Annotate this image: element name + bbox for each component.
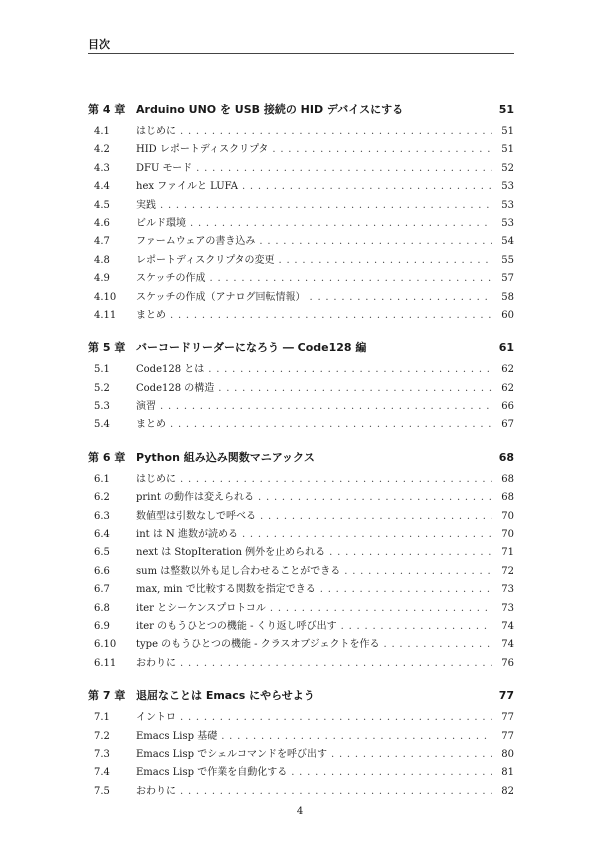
section-title: DFU モード (136, 162, 193, 174)
toc-entry[interactable] (88, 708, 514, 726)
section-number: 6.5 (94, 547, 110, 559)
section-number: 4.3 (94, 162, 110, 174)
section-page: 74 (501, 639, 514, 651)
chapter-title: バーコードリーダーになろう ― Code128 編 (136, 341, 367, 355)
dot-leader (218, 383, 492, 394)
section-number: 4.6 (94, 217, 110, 229)
dot-leader (272, 144, 492, 155)
chapter-heading[interactable] (88, 101, 514, 119)
section-page: 70 (501, 529, 514, 541)
chapter-page: 61 (498, 341, 514, 355)
section-title: Emacs Lisp で作業を自動化する (136, 767, 288, 779)
section-page: 67 (501, 419, 514, 431)
chapter-heading[interactable] (88, 339, 514, 357)
section-number: 7.1 (94, 712, 110, 724)
dot-leader (180, 786, 492, 797)
section-number: 7.5 (94, 785, 110, 797)
toc-entry[interactable] (88, 470, 514, 488)
section-title: next は StopIteration 例外を止められる (136, 547, 326, 559)
section-title: おわりに (136, 785, 176, 797)
toc-entry[interactable] (88, 654, 514, 672)
section-title: max, min で比較する関数を指定できる (136, 584, 316, 596)
section-page: 76 (501, 657, 514, 669)
section-number: 6.11 (94, 657, 117, 669)
running-head: 目次 (88, 38, 110, 51)
section-number: 5.3 (94, 401, 110, 413)
section-number: 4.9 (94, 273, 110, 285)
toc-entry[interactable] (88, 196, 514, 214)
dot-leader (310, 292, 493, 303)
dot-leader (320, 584, 492, 595)
dot-leader (260, 511, 492, 522)
section-number: 7.4 (94, 767, 110, 779)
chapter-heading[interactable] (88, 687, 514, 705)
section-number: 4.8 (94, 254, 110, 266)
section-page: 51 (501, 144, 514, 156)
toc-entry[interactable] (88, 269, 514, 287)
section-page: 73 (501, 602, 514, 614)
chapter-label: 第 4 章 (88, 103, 126, 116)
dot-leader (160, 401, 492, 412)
dot-leader (221, 731, 492, 742)
section-title: HID レポートディスクリプタ (136, 144, 269, 156)
section-number: 4.4 (94, 181, 110, 193)
toc-entry[interactable] (88, 782, 514, 800)
dot-leader (180, 126, 492, 137)
toc-entry[interactable] (88, 617, 514, 635)
toc-entry[interactable] (88, 745, 514, 763)
toc-chapter (88, 449, 514, 672)
section-page: 58 (501, 291, 514, 303)
section-page: 74 (501, 620, 514, 632)
section-page: 68 (501, 473, 514, 485)
toc-entry[interactable] (88, 140, 514, 158)
section-number: 4.2 (94, 144, 110, 156)
section-title: おわりに (136, 657, 176, 669)
section-page: 55 (501, 254, 514, 266)
toc-entry[interactable] (88, 360, 514, 378)
toc-entry[interactable] (88, 306, 514, 324)
toc-entry[interactable] (88, 635, 514, 653)
toc-entry[interactable] (88, 488, 514, 506)
toc-chapter (88, 687, 514, 800)
section-title: Emacs Lisp でシェルコマンドを呼び出す (136, 748, 328, 760)
dot-leader (210, 273, 493, 284)
section-title: はじめに (136, 126, 176, 137)
section-title: print の動作は変えられる (136, 492, 255, 504)
section-title: はじめに (136, 473, 176, 485)
toc-entry[interactable] (88, 562, 514, 580)
toc-entry[interactable] (88, 159, 514, 177)
toc-entry[interactable] (88, 232, 514, 250)
toc-entry[interactable] (88, 507, 514, 525)
toc-entry[interactable] (88, 379, 514, 397)
section-page: 54 (501, 236, 514, 248)
section-page: 60 (501, 309, 514, 321)
dot-leader (180, 474, 492, 485)
section-number: 4.7 (94, 236, 110, 248)
section-title: Code128 の構造 (136, 382, 215, 394)
chapter-title: Arduino UNO を USB 接続の HID デバイスにする (136, 103, 404, 116)
section-page: 62 (501, 364, 514, 376)
section-page: 80 (501, 748, 514, 760)
section-page: 82 (501, 785, 514, 797)
toc-entry[interactable] (88, 251, 514, 269)
section-number: 6.1 (94, 473, 110, 485)
section-title: Code128 とは (136, 364, 205, 376)
chapter-heading[interactable] (88, 449, 514, 467)
section-number: 6.9 (94, 620, 110, 632)
section-title: ファームウェアの書き込み (136, 236, 256, 248)
dot-leader (259, 236, 492, 247)
chapter-page: 68 (498, 450, 514, 464)
section-page: 72 (501, 565, 514, 577)
section-page: 53 (501, 199, 514, 211)
header-rule (88, 53, 514, 54)
toc-entry[interactable] (88, 288, 514, 306)
toc-entry[interactable] (88, 543, 514, 561)
section-title: Emacs Lisp 基礎 (136, 730, 218, 742)
dot-leader (170, 419, 492, 430)
section-number: 4.10 (94, 291, 117, 303)
dot-leader (180, 658, 492, 669)
chapter-page: 51 (498, 103, 514, 116)
section-title: まとめ (136, 419, 166, 431)
section-title: type のもうひとつの機能 - クラスオブジェクトを作る (136, 639, 380, 651)
chapter-label: 第 5 章 (88, 341, 126, 355)
section-page: 73 (501, 584, 514, 596)
section-number: 6.2 (94, 492, 110, 504)
dot-leader (190, 218, 492, 229)
section-page: 77 (501, 712, 514, 724)
dot-leader (344, 566, 492, 577)
dot-leader (329, 547, 492, 558)
toc-entry[interactable] (88, 122, 514, 140)
section-title: スケッチの作成（アナログ回転情報） (136, 291, 306, 303)
section-number: 6.10 (94, 639, 117, 651)
section-page: 57 (501, 273, 514, 285)
section-number: 5.1 (94, 364, 110, 376)
dot-leader (384, 639, 492, 650)
chapter-label: 第 7 章 (88, 689, 126, 703)
toc-entry[interactable] (88, 727, 514, 745)
section-title: まとめ (136, 309, 166, 321)
section-number: 4.1 (94, 126, 110, 137)
section-number: 7.3 (94, 748, 110, 760)
section-page: 53 (501, 217, 514, 229)
section-page: 51 (501, 126, 514, 137)
section-page: 81 (501, 767, 514, 779)
section-title: sum は整数以外も足し合わせることができる (136, 565, 341, 577)
dot-leader (170, 310, 492, 321)
chapter-title: 退屈なことは Emacs にやらせよう (136, 689, 315, 703)
section-number: 4.5 (94, 199, 110, 211)
section-title: 演習 (136, 401, 156, 413)
section-page: 70 (501, 510, 514, 522)
toc-chapter (88, 101, 514, 324)
section-page: 77 (501, 730, 514, 742)
section-number: 5.2 (94, 382, 110, 394)
section-page: 68 (501, 492, 514, 504)
toc-entry[interactable] (88, 525, 514, 543)
dot-leader (180, 712, 492, 723)
section-title: レポートディスクリプタの変更 (136, 254, 275, 266)
section-page: 53 (501, 181, 514, 193)
page-number: 4 (296, 806, 304, 817)
section-number: 6.7 (94, 584, 110, 596)
toc-entry[interactable] (88, 763, 514, 781)
section-title: iter とシーケンスプロトコル (136, 602, 266, 614)
toc-entry[interactable] (88, 177, 514, 195)
section-title: スケッチの作成 (136, 273, 206, 285)
dot-leader (331, 749, 492, 760)
section-title: 実践 (136, 199, 156, 211)
dot-leader (242, 529, 492, 540)
section-number: 6.8 (94, 602, 110, 614)
section-number: 4.11 (94, 309, 117, 321)
dot-leader (291, 767, 492, 778)
dot-leader (270, 603, 492, 614)
toc-entry[interactable] (88, 599, 514, 617)
dot-leader (279, 255, 493, 266)
toc-entry[interactable] (88, 397, 514, 415)
section-title: int は N 進数が読める (136, 529, 238, 541)
dot-leader (196, 163, 492, 174)
dot-leader (341, 621, 492, 632)
toc-entry[interactable] (88, 214, 514, 232)
chapter-page: 77 (498, 689, 514, 703)
section-title: イントロ (136, 712, 176, 724)
toc-chapter (88, 339, 514, 434)
section-title: hex ファイルと LUFA (136, 181, 238, 193)
section-number: 6.6 (94, 565, 110, 577)
section-title: iter のもうひとつの機能 - くり返し呼び出す (136, 620, 337, 632)
toc-entry[interactable] (88, 415, 514, 433)
chapter-title: Python 組み込み関数マニアックス (136, 450, 315, 464)
section-number: 6.4 (94, 529, 110, 541)
section-number: 5.4 (94, 419, 110, 431)
section-page: 71 (501, 547, 514, 559)
section-page: 66 (501, 401, 514, 413)
dot-leader (258, 492, 492, 503)
dot-leader (242, 181, 492, 192)
section-page: 52 (501, 162, 514, 174)
dot-leader (208, 364, 492, 375)
toc-entry[interactable] (88, 580, 514, 598)
dot-leader (160, 200, 492, 211)
section-page: 62 (501, 382, 514, 394)
section-title: ビルド環境 (136, 217, 186, 229)
section-number: 6.3 (94, 510, 110, 522)
chapter-label: 第 6 章 (88, 450, 126, 464)
section-number: 7.2 (94, 730, 110, 742)
section-title: 数値型は引数なしで呼べる (136, 510, 256, 522)
table-of-contents (88, 101, 514, 815)
